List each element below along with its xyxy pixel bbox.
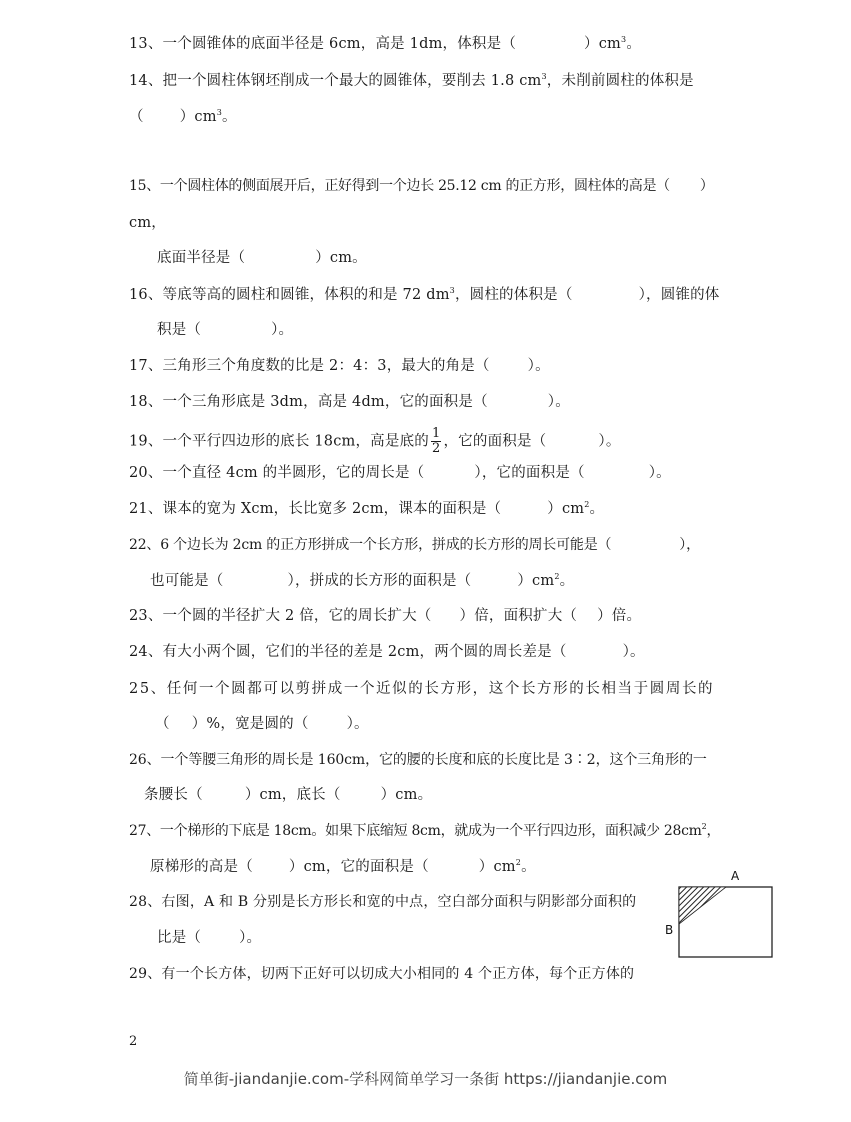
fraction-numerator: 1 (431, 426, 441, 441)
question-text: 27、一个梯形的下底是 18cm。如果下底缩短 8cm，就成为一个平行四边形，面积减少 28cm (129, 823, 702, 839)
question-text: 28、右图，A 和 B 分别是长方形长和宽的中点，空白部分面积与阴影部分面积的 (129, 894, 637, 910)
question-text: ）%，宽是圆的（ (191, 716, 309, 732)
question-25-cont (155, 714, 369, 734)
superscript: 2 (515, 858, 522, 867)
question-text: ）cm (478, 859, 516, 875)
question-text: ）， (679, 537, 700, 553)
question-text: 比是（ (157, 930, 202, 946)
question-text: 。 (589, 501, 605, 517)
question-text: ）cm (547, 501, 585, 517)
label-a: A (731, 869, 740, 883)
question-22-cont (150, 571, 574, 591)
question-text: cm， (129, 215, 166, 231)
question-28 (129, 892, 636, 912)
question-text: ，圆柱的体积是（ (454, 287, 573, 303)
question-text: 29、有一个长方体，切两下正好可以切成大小相同的 4 个正方体，每个正方体的 (129, 966, 635, 982)
question-text: ）。 (598, 433, 621, 450)
question-text: 。 (221, 109, 237, 125)
question-15-cont2 (157, 248, 367, 268)
question-27-cont (150, 857, 536, 877)
question-29 (129, 964, 634, 984)
question-22 (129, 535, 700, 555)
question-text: ）。 (547, 394, 570, 410)
question-14 (129, 71, 694, 91)
question-text: ）。 (622, 644, 645, 660)
page-number: 2 (129, 1034, 138, 1049)
question-text: ）cm (584, 36, 622, 52)
question-16-cont (157, 320, 293, 340)
question-text: 13、一个圆锥体的底面半径是 6cm，高是 1dm，体积是（ (129, 36, 517, 52)
question-text: ）cm，底长（ (244, 787, 341, 803)
question-text: 21、课本的宽为 Xcm，长比宽多 2cm，课本的面积是（ (129, 501, 502, 517)
question-13 (129, 34, 641, 54)
question-text: ）倍，面积扩大（ (459, 608, 578, 624)
superscript: 3 (621, 35, 627, 44)
question-text: （ (129, 109, 144, 125)
question-26-cont (144, 785, 432, 805)
question-text: 也可能是（ (150, 573, 224, 589)
question-text: 14、把一个圆柱体钢坯削成一个最大的圆锥体，要削去 1.8 cm (129, 73, 542, 89)
question-text: 。 (626, 36, 642, 52)
question-text: ）。 (346, 716, 369, 732)
question-text: ， (706, 823, 721, 839)
question-text: 23、一个圆的半径扩大 2 倍，它的周长扩大（ (129, 608, 432, 624)
question-text: ）cm。 (380, 787, 433, 803)
fraction (431, 427, 441, 456)
question-23 (129, 606, 641, 626)
question-text: ），拼成的长方形的面积是（ (287, 573, 472, 589)
question-text: 原梯形的高是（ (150, 859, 253, 875)
question-text: 积是（ (157, 322, 202, 338)
question-text: ）cm。 (315, 250, 367, 266)
question-27 (129, 821, 720, 841)
question-text: ）。 (239, 930, 262, 946)
question-text: 16、等底等高的圆柱和圆锥，体积的和是 72 dm (129, 287, 450, 303)
question-text: ）cm，它的面积是（ (288, 859, 429, 875)
question-26 (129, 750, 707, 770)
question-19 (129, 427, 621, 456)
question-text: ）cm (179, 109, 217, 125)
question-text: ）。 (527, 358, 550, 374)
superscript: 3 (541, 72, 547, 81)
question-text: 24、有大小两个圆，它们的半径的差是 2cm，两个圆的周长差是（ (129, 644, 567, 660)
question-15 (129, 176, 714, 196)
question-text: 17、三角形三个角度数的比是 2：4：3，最大的角是（ (129, 358, 490, 374)
question-text: 18、一个三角形底是 3dm，高是 4dm，它的面积是（ (129, 394, 488, 410)
question-text: ，它的面积是（ (443, 433, 547, 450)
question-text: ），圆锥的体 (638, 287, 720, 303)
question-text: 20、一个直径 4cm 的半圆形，它的周长是（ (129, 465, 425, 481)
question-text: 。 (559, 573, 575, 589)
question-25 (129, 679, 714, 699)
label-b: B (665, 923, 674, 937)
superscript: 2 (554, 572, 560, 581)
question-28-cont (157, 928, 261, 948)
question-24 (129, 642, 645, 662)
question-text: ），它的面积是（ (474, 465, 585, 481)
question-text: ，未削前圆柱的体积是 (546, 73, 694, 89)
question-text: ） (699, 178, 714, 194)
question-text: 25、任何一个圆都可以剪拼成一个近似的长方形，这个长方形的长相当于圆周长的 (129, 681, 715, 697)
question-text: 26、一个等腰三角形的周长是 160cm，它的腰的长度和底的长度比是 3∶2，这个三角形的一 (129, 752, 707, 768)
question-17 (129, 356, 550, 376)
question-21 (129, 499, 604, 519)
question-text: 15、一个圆柱体的侧面展开后，正好得到一个边长 25.12 cm 的正方形，圆柱体的高是（ (129, 178, 670, 194)
superscript: 2 (584, 500, 590, 509)
question-14-cont (129, 107, 237, 127)
rectangle-diagram (660, 862, 785, 962)
question-text: ）。 (271, 322, 294, 338)
question-text: 。 (521, 859, 536, 875)
question-18 (129, 392, 570, 412)
question-text: ）cm (517, 573, 555, 589)
question-text: 19、一个平行四边形的底长 18cm，高是底的 (129, 433, 429, 450)
footer-watermark: 简单街-jiandanjie.com-学科网简单学习一条街 https://jiandanjie.com (183, 1070, 668, 1088)
question-text: 22、6 个边长为 2cm 的正方形拼成一个长方形，拼成的长方形的周长可能是（ (129, 537, 612, 553)
superscript: 3 (216, 108, 222, 117)
question-text: ）倍。 (597, 608, 642, 624)
question-16 (129, 285, 720, 305)
question-text: ）。 (648, 465, 671, 481)
question-20 (129, 463, 671, 483)
superscript: 2 (701, 822, 707, 831)
question-text: 底面半径是（ (157, 250, 246, 266)
superscript: 3 (449, 286, 455, 295)
rectangle-midpoint-figure (660, 862, 785, 962)
question-text: 条腰长（ (144, 787, 203, 803)
fraction-denominator: 2 (431, 441, 441, 456)
question-text: （ (155, 716, 170, 732)
question-15-cont (129, 213, 166, 233)
